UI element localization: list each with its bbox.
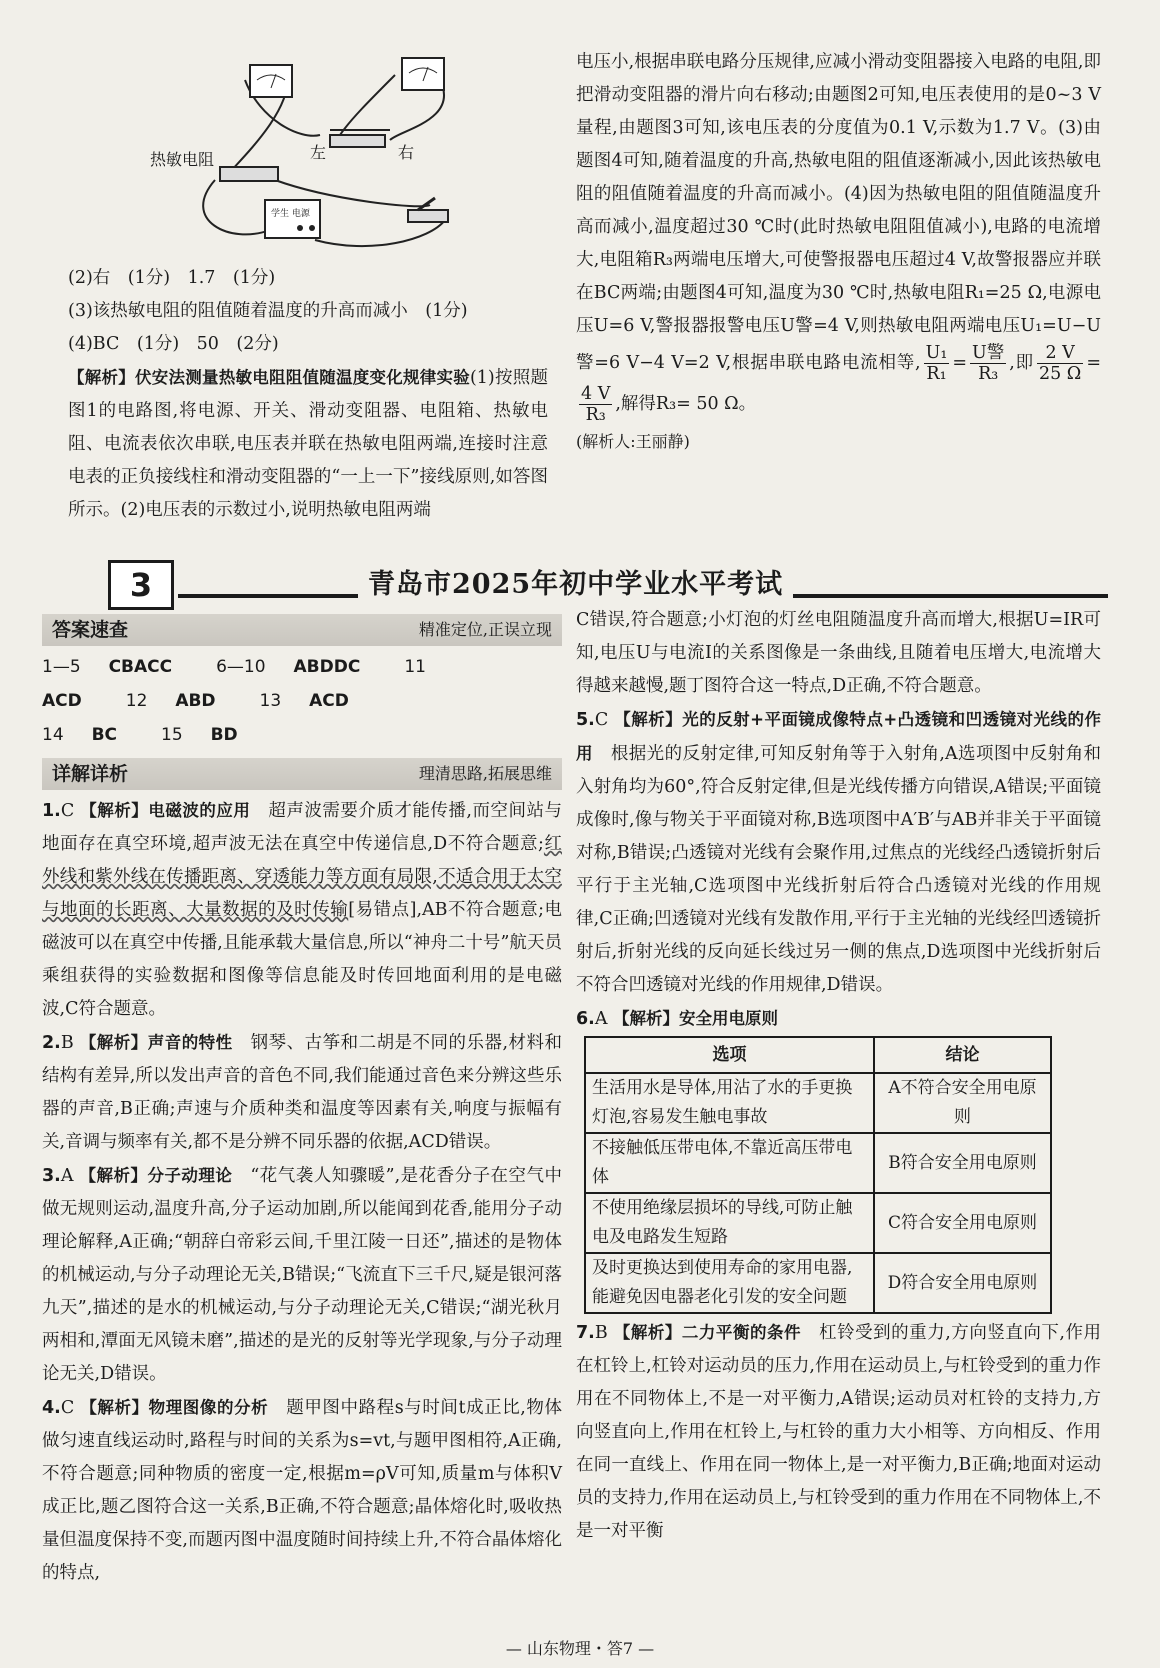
right-column [576,604,1101,1548]
thermistor-icon [220,167,278,181]
author-credit: (解析人:王丽静) [576,432,690,451]
fraction: $\frac{2 V}{25 \Omega}$ [1038,343,1082,384]
table-row [585,1073,1051,1133]
table-header: 结论 [874,1037,1051,1073]
prev-answers-right [576,46,1101,458]
safety-table [584,1036,1052,1314]
thermistor-label: 热敏电阻 [150,150,215,169]
table-row [585,1133,1051,1193]
fraction: $\frac{\text{U₁}}{\text{R₁}}$ [925,343,948,384]
page-footer: — 山东物理・答7 — [505,1639,655,1658]
fraction: $\frac{4 V}{\text{R₃}}$ [581,384,611,425]
answer-2: (2)右 (1分) 1.7 (1分) [68,268,276,288]
question-7: 7.B 【解析】二力平衡的条件 杠铃受到的重力,方向竖直向下,作用在杠铃上,杠铃对运动员的压力,作用在运动员上,与杠铃受到的重力作用在不同物体上,不是一对平衡力,A错误;运动员对杠铃的支持力,方向竖直向上,作用在杠铃上,与杠铃的重力大小相等、方向相反、作用在同一直线上、作用在同一物体上,是一对平衡力,B正确;地面对运动员的支持力,作用在运动员上,与杠铃受到的重力作用在不同物体上,不是一对平衡 [576,1323,1102,1541]
table-cell: A不符合安全用电原则 [874,1073,1051,1133]
table-cell: C符合安全用电原则 [874,1193,1051,1253]
detailed-motto: 理清思路,拓展思维 [418,764,552,783]
power-supply-icon [265,200,320,238]
question-4-continued: C错误,符合题意;小灯泡的灯丝电阻随温度升高而增大,根据U=IR可知,电压U与电流I的关系图像是一条曲线,且随着电压增大,电流增大得越来越慢,题丁图符合这一特点,D正确,不符合题意。 [576,610,1101,696]
right-label: 右 [398,143,415,162]
rheostat-icon [330,130,390,147]
table-header: 选项 [585,1037,874,1073]
question-3: 3.A 【解析】分子动理论 “花气袭人知骤暖”,是花香分子在空气中做无规则运动,温度升高,分子运动加剧,所以能闻到花香,能用分子动理论解释,A正确;“朝辞白帝彩云间,千里江陵一日还”,描述的是物体的机械运动,与分子动理论无关,B错误;“飞流直下三千尺,疑是银河落九天”,描述的是水的机械运动,与分子动理论无关,C错误;“湖光秋月两相和,潭面无风镜未磨”,描述的是光的反射等光学现象,与分子动理论无关,D错误。 [42,1166,563,1384]
prev-analysis [68,361,548,527]
analysis-text: (1)按照题图1的电路图,将电源、开关、滑动变阻器、电阻箱、热敏电阻、电流表依次串联,电压表并联在热敏电阻两端,连接时注意电表的正负接线柱和滑动变阻器的“一上一下”接线原则,如答图所示。(2)电压表的示数过小,说明热敏电阻两端 [68,368,549,520]
question-2: 2.B 【解析】声音的特性 钢琴、古筝和二胡是不同的乐器,材料和结构有差异,所以发出声音的音色不同,我们能通过音色来分辨这些乐器的声音,B正确;声速与介质种类和温度等因素有关,响度与振幅有关,音调与频率有关,都不是分辨不同乐器的依据,ACD错误。 [42,1033,563,1152]
table-row [585,1253,1051,1313]
question-1: 1.C 【解析】电磁波的应用 超声波需要介质才能传播,而空间站与地面存在真空环境,超声波无法在真空中传递信息,D不符合题意;红外线和紫外线在传播距离、穿透能力等方面有局限,不适合用于太空与地面的长距离、大量数据的及时传输[易错点],AB不符合题意;电磁波可以在真空中传播,且能承载大量信息,所以“神舟二十号”航天员乘组获得的实验数据和图像等信息能及时传回地面利用的是电磁波,C符合题意。 [42,801,563,1019]
answer-4: (4)BC (1分) 50 (2分) [68,334,279,354]
section-banner [108,560,1108,606]
table-cell: 生活用水是导体,用沾了水的手更换灯泡,容易发生触电事故 [585,1073,874,1133]
section-number: 3 [108,560,174,610]
table-header-row [585,1037,1051,1073]
left-label: 左 [310,143,327,162]
question-4: 4.C 【解析】物理图像的分析 题甲图中路程s与时间t成正比,物体做匀速直线运动时,路程与时间的关系为s=vt,与题甲图相符,A正确,不符合题意;同种物质的密度一定,根据m=ρV可知,质量m与体积V成正比,题乙图符合这一关系,B正确,不符合题意;晶体熔化时,吸收热量但温度保持不变,而题丙图中温度随时间持续上升,不符合晶体熔化的特点, [42,1398,562,1583]
answer-item: 6—10 ABDDC [216,657,361,677]
answer-item: 14 BC [42,725,117,745]
answer-item: 12 ABD [125,691,216,711]
answer-item: 1—5 CBACC [42,657,173,677]
section-title: 青岛市2025年初中学业水平考试 [358,562,793,601]
analysis-topic: 伏安法测量热敏电阻阻值随温度变化规律实验 [135,368,470,387]
analysis-tag: 【解析】 [68,368,135,387]
wire [340,75,395,135]
quick-answers-header [42,614,562,646]
question-5: 5.C 【解析】光的反射+平面镜成像特点+凸透镜和凹透镜对光线的作用 根据光的反射定律,可知反射角等于入射角,A选项图中反射角和入射角均为60°,符合反射定律,但是光线传播方向错误,A错误;平面镜成像时,像与物关于平面镜对称,B选项图中A′B′与AB并非关于平面镜对称,B错误;凸透镜对光线有会聚作用,过焦点的光线经凸透镜折射后平行于主光轴,C选项图中光线折射后符合凸透镜对光线的作用规律,C正确;凹透镜对光线有发散作用,平行于主光轴的光线经凹透镜折射后,折射光线的反向延长线过另一侧的焦点,D选项图中光线折射后不符合凹透镜对光线的作用规律,D错误。 [576,710,1101,995]
answer-3: (3)该热敏电阻的阻值随着温度的升高而减小 (1分) [68,301,468,321]
answer-item: 11 ACD [42,657,426,711]
voltmeter-icon [402,58,444,90]
quick-answers-motto: 精准定位,正误立现 [418,620,552,639]
table-row [585,1193,1051,1253]
underlined-text: 红外线和紫外线在传播距离、穿透能力等方面有局限,不适合用于太空与地面的长距离、大量数据的及时传输 [42,834,562,920]
detailed-header [42,758,562,790]
answer-item: 15 BD [161,725,238,745]
detailed-title: 详解详析 [52,763,129,785]
question-6: 6.A 【解析】安全用电原则 [576,1009,779,1029]
table-cell: 及时更换达到使用寿命的家用电器,能避免因电器老化引发的安全问题 [585,1253,874,1313]
circuit-diagram [140,40,540,255]
quick-answers-title: 答案速查 [52,619,129,641]
switch-icon [408,198,448,222]
wire [203,180,270,234]
power-label: 学生 电源 [271,209,310,219]
table-cell: B符合安全用电原则 [874,1133,1051,1193]
table-cell: 不接触低压带电体,不靠近高压带电体 [585,1133,874,1193]
fraction: $\frac{\text{U警}}{\text{R₃}}$ [972,343,1005,384]
answer-item: 13 ACD [259,691,349,711]
prev-answers-left [68,262,548,527]
quick-answers-list [42,650,562,752]
left-column [42,614,562,1590]
ammeter-icon [250,65,292,97]
analysis-continued: 电压小,根据串联电路分压规律,应减小滑动变阻器接入电路的电阻,即把滑动变阻器的滑片向右移动;由题图2可知,电压表使用的是0~3 V量程,由题图3可知,该电压表的分度值为0.1 V,示数为1.7 V。(3)由题图4可知,随着温度的升高,热敏电阻的阻值逐渐减小,因此该热敏电阻的阻值随着温度的升高而减小。(4)因为热敏电阻的阻值随温度升高而减小,温度超过30 ℃时(此时热敏电阻阻值减小),电路的电流增大,电阻箱R₃两端电压增大,可使警报器电压超过4 V,故警报器应并联在BC两端;由题图4可知,温度为30 ℃时,热敏电阻R₁=25 Ω,电源电压U=6 V,警报器报警电压U警=4 V,则热敏电阻两端电压U₁=U−U警=6 V−4 V=2 V,根据串联电路电流相等, $\frac{\text{U₁}}{\text{R₁}}$ = $\frac{\text{U警}}{\text{R₃}}$ ,即 $\frac{2 V}{25 \Omega}$ = $\frac{4 V}{\text{R₃}}$ ,解得R₃= 50 Ω。 [576,52,1101,425]
wire [315,220,445,246]
table-cell: D符合安全用电原则 [874,1253,1051,1313]
table-cell: 不使用绝缘层损坏的导线,可防止触电及电路发生短路 [585,1193,874,1253]
